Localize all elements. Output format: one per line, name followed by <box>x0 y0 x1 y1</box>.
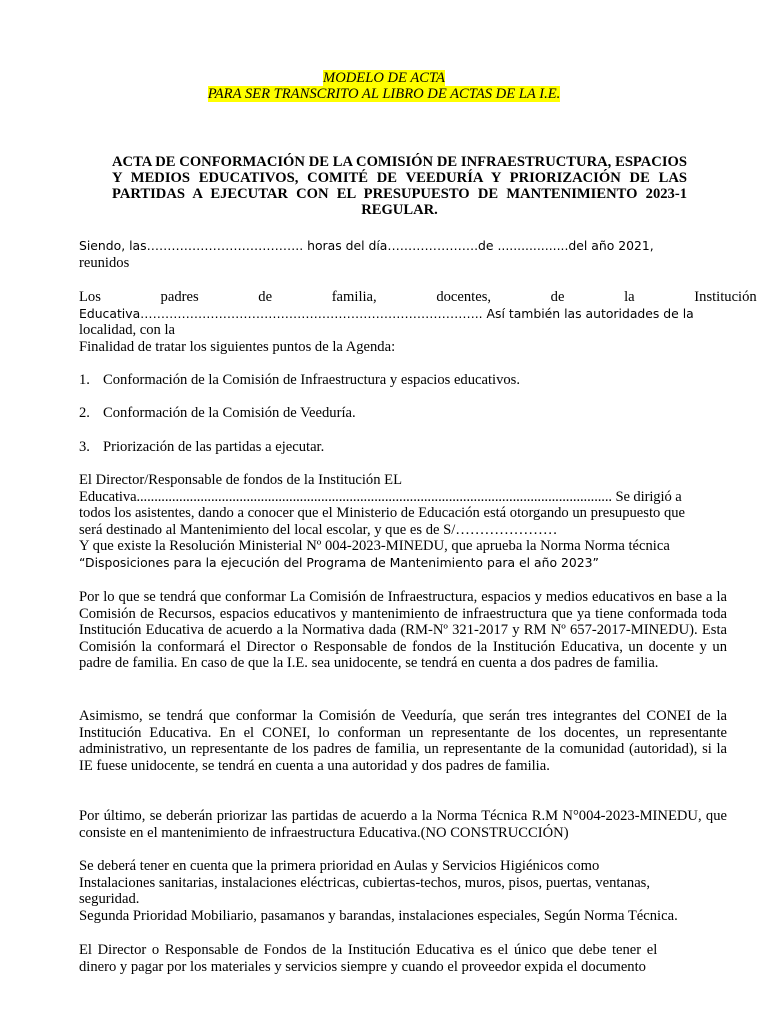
priority-line-3: seguridad. <box>79 891 140 907</box>
director-paragraph <box>79 472 727 571</box>
director-line-2: Educativa...................................................................................................................................... Se dirigió a <box>79 488 682 505</box>
director-line-3: todos los asistentes, dando a conocer que el Ministerio de Educación está otorgando un presupuesto que <box>79 505 686 521</box>
document-header <box>0 70 768 102</box>
closing-paragraph <box>79 942 727 975</box>
closing-line-2: dinero y pagar por los materiales y servicios siempre y cuando el proveedor expida el documento <box>79 958 646 975</box>
header-line-1: MODELO DE ACTA <box>323 70 445 86</box>
priority-line-2: Instalaciones sanitarias, instalaciones eléctricas, cubiertas-techos, muros, pisos, puertas, ventanas, <box>79 874 650 891</box>
director-line-5: Y que existe la Resolución Ministerial Nº 004-2023-MINEDU, que aprueba la Norma Norma técnica <box>79 538 670 554</box>
priorization-paragraph: Por último, se deberán priorizar las partidas de acuerdo a la Norma Técnica R.M N°004-2023-MINEDU, que consiste en el mantenimiento de infraestructura Educativa.(NO CONSTRUCCIÓN) <box>79 808 727 841</box>
attendees-line-3: localidad, con la <box>79 322 176 338</box>
agenda-number: 1. <box>79 372 90 388</box>
header-line-2: PARA SER TRANSCRITO AL LIBRO DE ACTAS DE LA I.E. <box>207 86 561 102</box>
closing-line-1: El Director o Responsable de Fondos de la Institución Educativa es el único que debe tener el <box>79 942 658 958</box>
document-title: ACTA DE CONFORMACIÓN DE LA COMISIÓN DE INFRAESTRUCTURA, ESPACIOS Y MEDIOS EDUCATIVOS, COMITÉ DE VEEDURÍA Y PRIORIZACIÓN DE LAS PARTIDAS A EJECUTAR CON EL PRESUPUESTO DE MANTENIMIENTO 2023-1 REGULAR. <box>112 154 687 218</box>
opening-line-1: Siendo, las……………………………….. horas del día………………….de ..................del año 2021, <box>79 238 654 253</box>
director-line-4: será destinado al Mantenimiento del local escolar, y que es de S/………………… <box>79 521 558 538</box>
agenda-text: Conformación de la Comisión de Veeduría. <box>103 405 356 421</box>
priority-line-4: Segunda Prioridad Mobiliario, pasamanos y barandas, instalaciones especiales, Según Norma Técnica. <box>79 907 678 924</box>
opening-paragraph <box>79 238 727 271</box>
attendees-line-2: Educativa……………………………………………………………………….. Así también las autoridades de la <box>79 305 694 321</box>
attendees-line-4: Finalidad de tratar los siguientes puntos de la Agenda: <box>79 338 396 355</box>
priority-paragraph <box>79 858 727 924</box>
agenda-item <box>79 372 719 389</box>
agenda-number: 2. <box>79 405 90 421</box>
agenda-number: 3. <box>79 439 90 455</box>
attendees-paragraph <box>79 289 757 355</box>
veeduria-paragraph: Asimismo, se tendrá que conformar la Comisión de Veeduría, que serán tres integrantes del CONEI de la Institución Educativa. En el CONEI, lo conforman un representante de los docentes, un representante administrativo, un representante de los padres de familia, un representante de la comunidad (autoridad), si la IE fuese unidocente, se tendrá en cuenta a una autoridad y dos padres de familia. <box>79 708 727 774</box>
agenda-item <box>79 439 719 456</box>
director-line-6: “Disposiciones para la ejecución del Programa de Mantenimiento para el año 2023” <box>79 554 599 570</box>
agenda-text: Priorización de las partidas a ejecutar. <box>103 439 325 455</box>
opening-line-2: reunidos <box>79 254 130 271</box>
priority-line-1: Se deberá tener en cuenta que la primera prioridad en Aulas y Servicios Higiénicos como <box>79 858 600 874</box>
attendees-line-1: Los padres de familia, docentes, de la Institución <box>79 289 757 305</box>
agenda-item <box>79 405 719 422</box>
director-line-1: El Director/Responsable de fondos de la Institución EL <box>79 472 403 488</box>
commission-paragraph: Por lo que se tendrá que conformar La Comisión de Infraestructura, espacios y medios educativos en base a la Comisión de Recursos, espacios educativos y mantenimiento de infraestructura que ya tiene conformada toda Institución Educativa de acuerdo a la Normativa dada (RM-Nº 321-2017 y RM Nº 657-2017-MINEDU). Esta Comisión la conformará el Director o Responsable de fondos de la Institución Educativa, un docente y un padre de familia. En caso de que la I.E. sea unidocente, se tendrá en cuenta a dos padres de familia. <box>79 589 727 671</box>
agenda-text: Conformación de la Comisión de Infraestructura y espacios educativos. <box>103 372 521 388</box>
